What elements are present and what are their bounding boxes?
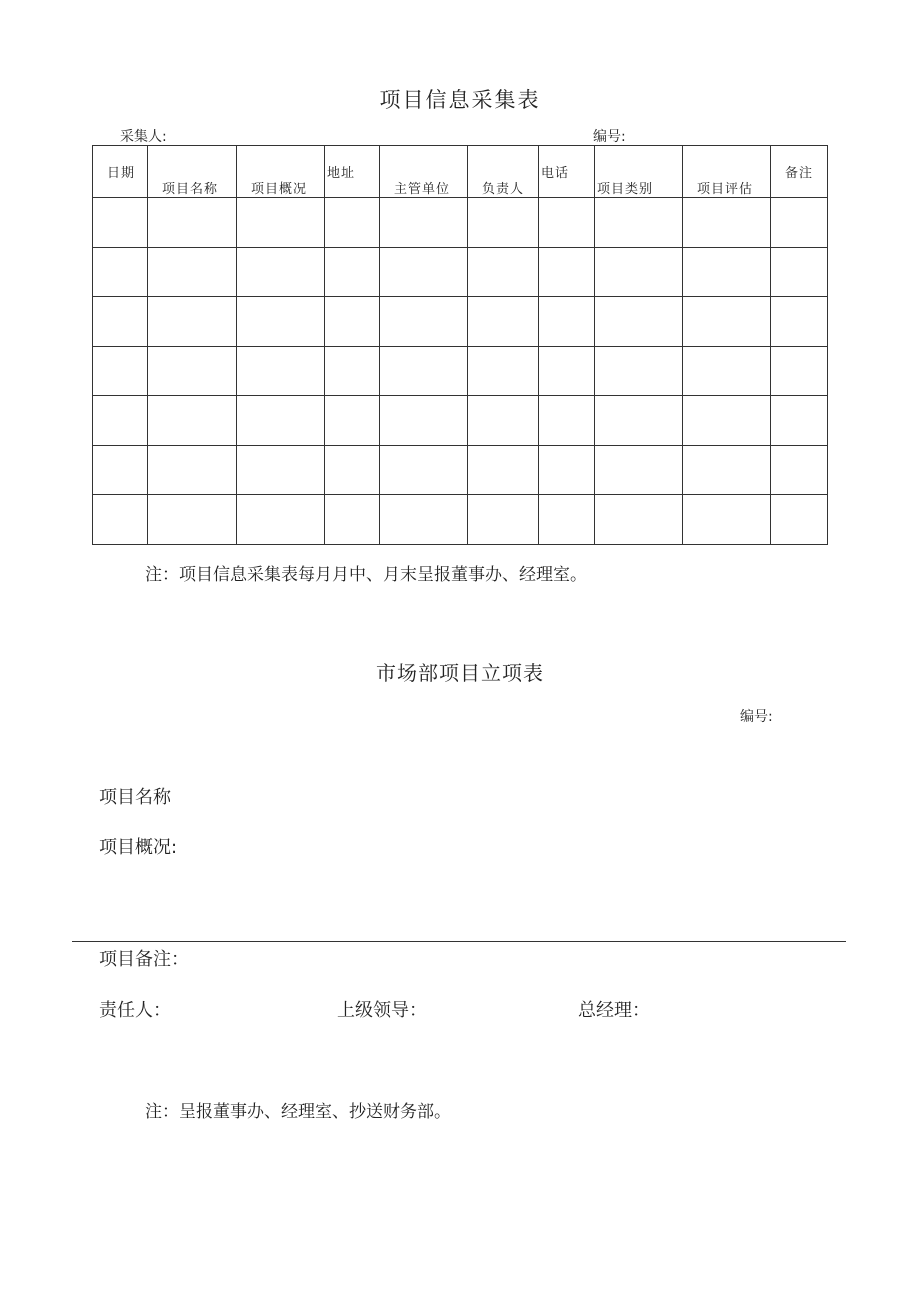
table-cell[interactable] (93, 198, 148, 248)
table-cell[interactable] (93, 247, 148, 297)
table-cell[interactable] (771, 396, 828, 446)
table-row (93, 297, 828, 347)
collector-label: 采集人: (120, 129, 167, 145)
table-cell[interactable] (237, 346, 325, 396)
table-header-row (93, 146, 828, 198)
table-cell[interactable] (468, 445, 539, 495)
table-cell[interactable] (683, 346, 771, 396)
table-cell[interactable] (683, 198, 771, 248)
table-cell[interactable] (93, 396, 148, 446)
responsible-person-label: 责任人： (99, 1000, 171, 1021)
table-cell[interactable] (595, 445, 683, 495)
form1-serial-label: 编号: (593, 129, 626, 145)
table-cell[interactable] (539, 445, 595, 495)
table-cell[interactable] (237, 297, 325, 347)
table-cell[interactable] (683, 396, 771, 446)
table-cell[interactable] (539, 198, 595, 248)
table-cell[interactable] (93, 445, 148, 495)
table-cell[interactable] (595, 396, 683, 446)
table-cell[interactable] (237, 495, 325, 545)
table-cell[interactable] (380, 346, 468, 396)
form2-serial-label: 编号: (740, 709, 773, 725)
table-cell[interactable] (325, 495, 380, 545)
table-row (93, 346, 828, 396)
table-cell[interactable] (771, 297, 828, 347)
project-overview-label: 项目概况: (99, 837, 178, 858)
col-header-project-overview: 项目概况 (237, 146, 325, 198)
col-header-date: 日期 (93, 146, 148, 198)
divider-line (72, 941, 846, 942)
table-cell[interactable] (771, 495, 828, 545)
table-cell[interactable] (237, 247, 325, 297)
table-cell[interactable] (683, 247, 771, 297)
col-header-remarks: 备注 (771, 146, 828, 198)
col-header-person-in-charge: 负责人 (468, 146, 539, 198)
form1-note: 注：项目信息采集表每月月中、月末呈报董事办、经理室。 (145, 565, 587, 585)
table-cell[interactable] (683, 445, 771, 495)
table-cell[interactable] (148, 198, 237, 248)
table-cell[interactable] (539, 346, 595, 396)
table-cell[interactable] (325, 445, 380, 495)
table-cell[interactable] (380, 495, 468, 545)
col-header-project-evaluation: 项目评估 (683, 146, 771, 198)
table-cell[interactable] (683, 495, 771, 545)
table-cell[interactable] (148, 346, 237, 396)
col-header-supervising-unit: 主管单位 (380, 146, 468, 198)
table-cell[interactable] (595, 247, 683, 297)
table-cell[interactable] (237, 198, 325, 248)
general-manager-label: 总经理： (578, 1000, 650, 1021)
form1-title: 项目信息采集表 (379, 88, 541, 112)
table-cell[interactable] (325, 346, 380, 396)
table-cell[interactable] (237, 396, 325, 446)
table-cell[interactable] (380, 297, 468, 347)
table-cell[interactable] (148, 247, 237, 297)
table-cell[interactable] (468, 495, 539, 545)
table-cell[interactable] (539, 495, 595, 545)
table-cell[interactable] (380, 445, 468, 495)
table-cell[interactable] (468, 346, 539, 396)
table-cell[interactable] (595, 198, 683, 248)
col-header-phone: 电话 (539, 146, 595, 198)
table-cell[interactable] (771, 247, 828, 297)
table-cell[interactable] (148, 495, 237, 545)
form2-title: 市场部项目立项表 (376, 661, 544, 685)
table-cell[interactable] (93, 495, 148, 545)
table-cell[interactable] (380, 198, 468, 248)
col-header-project-name: 项目名称 (148, 146, 237, 198)
table-cell[interactable] (468, 297, 539, 347)
table-row (93, 198, 828, 248)
table-row (93, 247, 828, 297)
table-cell[interactable] (595, 346, 683, 396)
col-header-address: 地址 (325, 146, 380, 198)
table-cell[interactable] (380, 247, 468, 297)
table-cell[interactable] (325, 198, 380, 248)
table-cell[interactable] (539, 247, 595, 297)
table-row (93, 445, 828, 495)
info-collection-table (92, 145, 828, 545)
table-cell[interactable] (595, 297, 683, 347)
project-remark-label: 项目备注： (99, 949, 189, 970)
table-row (93, 495, 828, 545)
table-cell[interactable] (771, 346, 828, 396)
col-header-project-category: 项目类别 (595, 146, 683, 198)
table-cell[interactable] (93, 297, 148, 347)
table-cell[interactable] (325, 247, 380, 297)
table-cell[interactable] (539, 396, 595, 446)
table-cell[interactable] (237, 445, 325, 495)
table-cell[interactable] (771, 445, 828, 495)
table-cell[interactable] (539, 297, 595, 347)
table-row (93, 396, 828, 446)
table-cell[interactable] (595, 495, 683, 545)
table-cell[interactable] (148, 396, 237, 446)
table-cell[interactable] (683, 297, 771, 347)
table-cell[interactable] (93, 346, 148, 396)
table-cell[interactable] (380, 396, 468, 446)
superior-leader-label: 上级领导： (337, 1000, 427, 1021)
table-cell[interactable] (771, 198, 828, 248)
table-cell[interactable] (148, 445, 237, 495)
table-cell[interactable] (325, 297, 380, 347)
table-cell[interactable] (468, 198, 539, 248)
form2-note: 注：呈报董事办、经理室、抄送财务部。 (145, 1102, 451, 1122)
table-cell[interactable] (148, 297, 237, 347)
table-cell[interactable] (468, 396, 539, 446)
project-name-label: 项目名称 (99, 787, 171, 808)
table-cell[interactable] (325, 396, 380, 446)
table-cell[interactable] (468, 247, 539, 297)
